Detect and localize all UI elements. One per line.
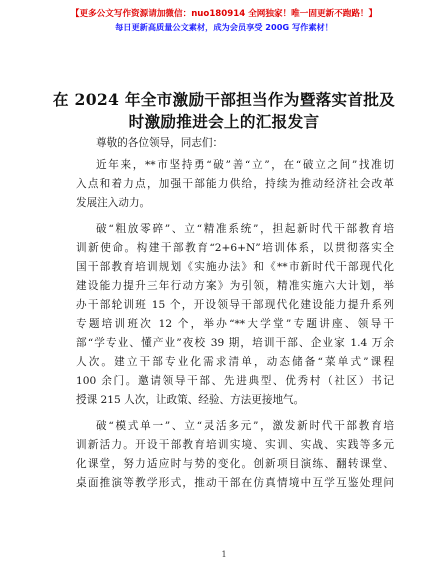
paragraph-2-line-2: 训新使命。构建干部教育“2+6+N”培训体系，以贯彻落实全: [76, 242, 394, 254]
paragraph-2-line-10: 授课 215 人次，让政策、经验、方法更接地气。: [76, 394, 305, 406]
paragraph-3-line-1: 破“模式单一”、立“灵活多元”，激发新时代干部教育培: [96, 420, 394, 432]
paragraph-2-line-6: 专题培训班次 12 个，举办“**大学堂”专题讲座、领导干: [76, 318, 394, 330]
document-title-line-1: 在 2024 年全市激励干部担当作为暨落实首批及: [52, 90, 396, 109]
paragraph-2-line-5: 办干部轮训班 15 个，开设领导干部现代化建设能力提升系列: [76, 299, 394, 311]
paragraph-3-line-2: 训新活力。开设干部教育培训实境、实训、实战、实践等多元: [76, 439, 394, 451]
paragraph-2-line-8: 人次。建立干部专业化需求清单，动态储备“菜单式”课程: [76, 356, 394, 368]
paragraph-2-line-7: 部“学专业、懂产业”夜校 39 期，培训干部、企业家 1.4 万余: [76, 337, 394, 349]
paragraph-1-line-2: 入点和着力点，加强干部能力供给，持续为推动经济社会改革: [76, 178, 394, 190]
paragraph-1-line-3: 发展注入动力。: [76, 197, 151, 209]
salutation: 尊敬的各位领导，同志们：: [96, 137, 224, 149]
promo-banner-line-2: 每日更新高质量公文素材，成为会员享受 200G 写作素材！: [115, 22, 333, 32]
document-title-line-2: 时激励推进会上的汇报发言: [128, 112, 320, 131]
promo-banner-line-1: 【更多公文写作资源请加微信：nuo180914 全网独家！唯一固更新不跑路！】: [70, 9, 378, 19]
paragraph-1-line-1: 近年来，**市坚持勇“破”善“立”，在“破立之间”找准切: [96, 159, 394, 171]
paragraph-3-line-3: 化课堂，努力适应时与势的变化。创新项目演练、翻转课堂、: [76, 458, 394, 470]
page-number: 1: [221, 550, 227, 559]
paragraph-3-line-4: 桌面推演等教学形式，推动干部在仿真情境中互学互鉴处理问: [76, 477, 394, 489]
paragraph-2-line-4: 建设能力提升三年行动方案》为引领，精准实施六大计划，举: [76, 280, 394, 292]
paragraph-2-line-3: 国干部教育培训规划《实施办法》和《**市新时代干部现代化: [76, 261, 394, 273]
paragraph-2-line-1: 破“粗放零碎”、立“精准系统”，担起新时代干部教育培: [96, 223, 394, 235]
paragraph-2-line-9: 100 余门。邀请领导干部、先进典型、优秀村（社区）书记: [76, 375, 394, 387]
